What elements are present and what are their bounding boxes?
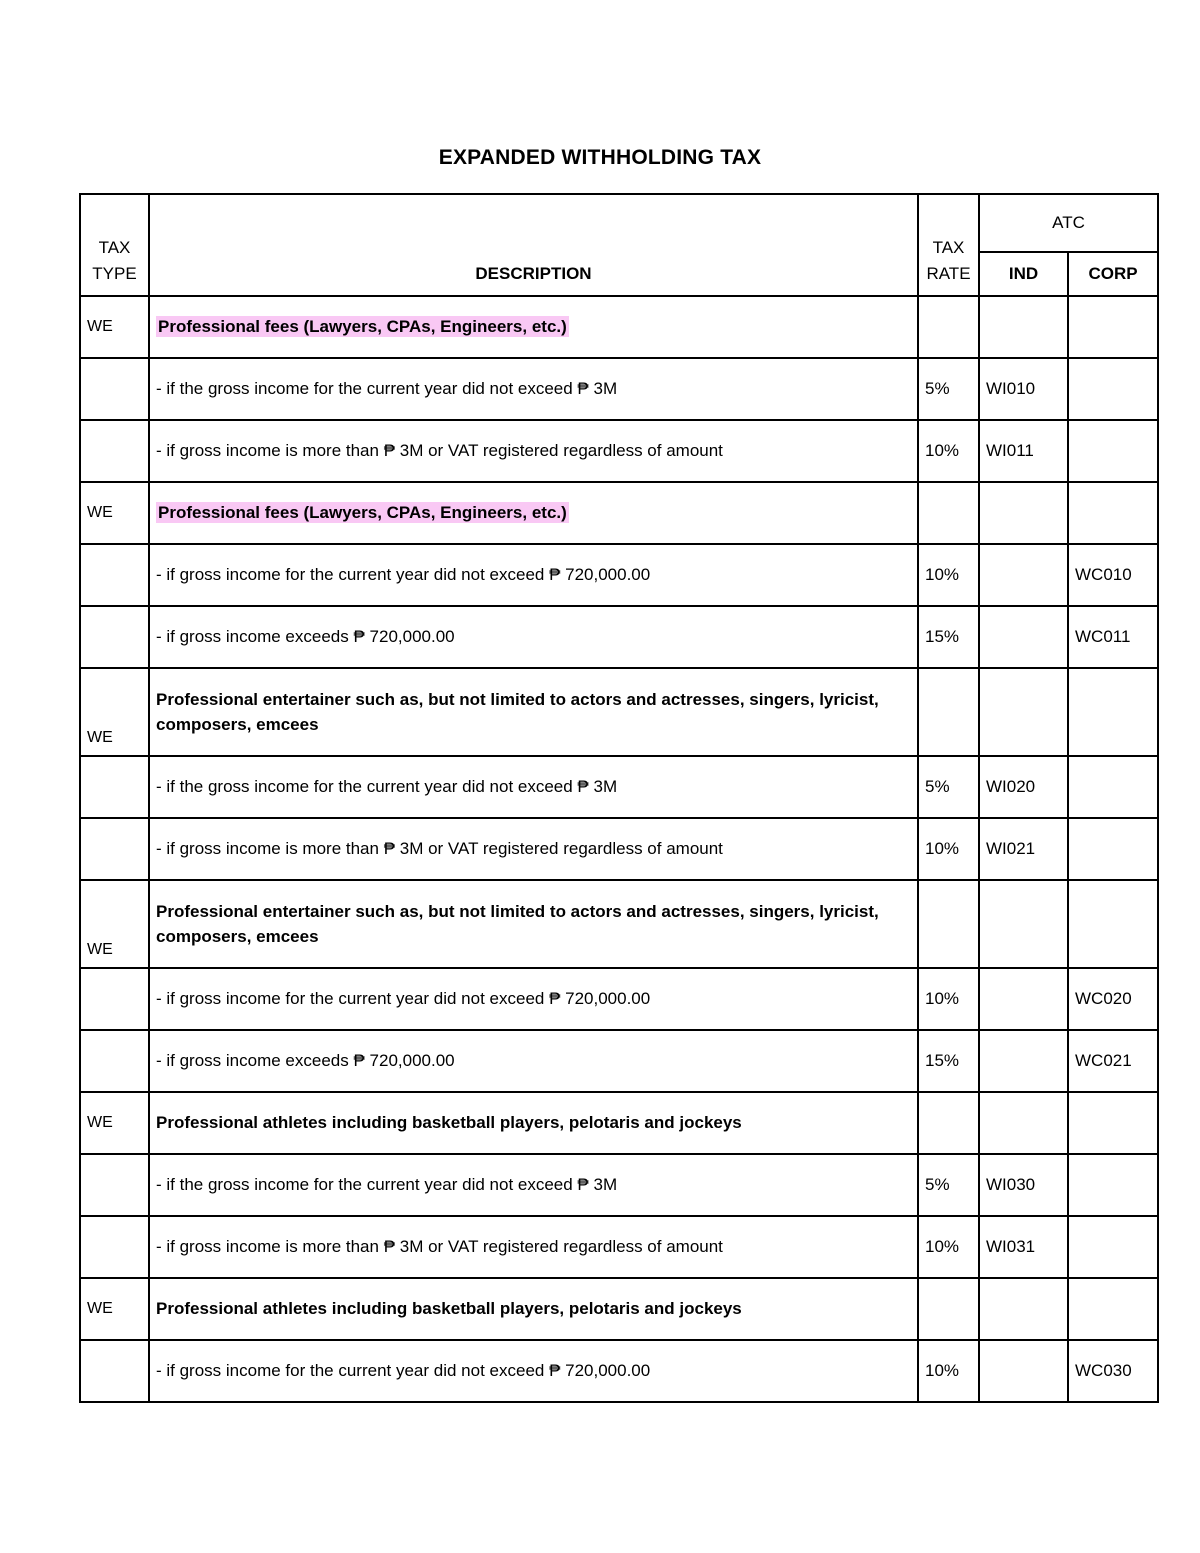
cell-atc-corp <box>1068 1092 1158 1154</box>
cell-atc-corp: WC020 <box>1068 968 1158 1030</box>
cell-tax-rate: 10% <box>918 968 979 1030</box>
cell-tax-rate: 10% <box>918 818 979 880</box>
table-row <box>80 1216 1158 1278</box>
cell-atc-ind <box>979 1340 1068 1402</box>
cell-atc-ind: WI011 <box>979 420 1068 482</box>
cell-tax-rate <box>918 668 979 756</box>
header-atc: ATC <box>979 194 1158 252</box>
cell-description <box>149 482 918 544</box>
table-row <box>80 968 1158 1030</box>
cell-description: - if gross income for the current year did not exceed ₱ 720,000.00 <box>149 1340 918 1402</box>
cell-description: Professional athletes including basketball players, pelotaris and jockeys <box>149 1092 918 1154</box>
cell-description: - if gross income is more than ₱ 3M or VAT registered regardless of amount <box>149 1216 918 1278</box>
cell-atc-corp: WC030 <box>1068 1340 1158 1402</box>
cell-atc-ind <box>979 668 1068 756</box>
table-row <box>80 358 1158 420</box>
cell-tax-type <box>80 1030 149 1092</box>
table-row <box>80 1030 1158 1092</box>
cell-tax-type: WE <box>80 1278 149 1340</box>
cell-atc-ind <box>979 1030 1068 1092</box>
header-ind: IND <box>979 252 1068 296</box>
cell-tax-type <box>80 606 149 668</box>
cell-tax-type <box>80 358 149 420</box>
cell-description: - if gross income is more than ₱ 3M or VAT registered regardless of amount <box>149 818 918 880</box>
cell-atc-ind <box>979 544 1068 606</box>
cell-tax-rate: 5% <box>918 1154 979 1216</box>
header-tax-rate: TAX RATE <box>918 194 979 296</box>
cell-atc-corp <box>1068 296 1158 358</box>
cell-atc-ind <box>979 1278 1068 1340</box>
cell-tax-type <box>80 1216 149 1278</box>
cell-atc-corp: WC011 <box>1068 606 1158 668</box>
cell-tax-rate: 10% <box>918 1216 979 1278</box>
cell-atc-corp <box>1068 482 1158 544</box>
cell-tax-type <box>80 420 149 482</box>
cell-tax-type <box>80 968 149 1030</box>
header-description: DESCRIPTION <box>149 194 918 296</box>
cell-description: - if gross income exceeds ₱ 720,000.00 <box>149 606 918 668</box>
cell-tax-rate: 10% <box>918 420 979 482</box>
cell-description: Professional entertainer such as, but not limited to actors and actresses, singers, lyricist, composers, emcees <box>149 668 918 756</box>
table-row <box>80 1154 1158 1216</box>
cell-atc-ind <box>979 880 1068 968</box>
cell-atc-ind <box>979 1092 1068 1154</box>
cell-atc-corp <box>1068 1154 1158 1216</box>
cell-tax-rate: 10% <box>918 544 979 606</box>
cell-atc-ind: WI021 <box>979 818 1068 880</box>
cell-atc-corp <box>1068 420 1158 482</box>
cell-tax-type: WE <box>80 1092 149 1154</box>
cell-tax-rate: 15% <box>918 606 979 668</box>
cell-atc-corp: WC021 <box>1068 1030 1158 1092</box>
cell-atc-corp <box>1068 880 1158 968</box>
cell-tax-rate <box>918 482 979 544</box>
cell-atc-corp <box>1068 1278 1158 1340</box>
cell-tax-type: WE <box>80 482 149 544</box>
cell-tax-type: WE <box>80 296 149 358</box>
cell-atc-ind: WI020 <box>979 756 1068 818</box>
cell-description: - if the gross income for the current year did not exceed ₱ 3M <box>149 358 918 420</box>
cell-tax-rate: 10% <box>918 1340 979 1402</box>
cell-atc-corp <box>1068 756 1158 818</box>
cell-tax-rate <box>918 1278 979 1340</box>
cell-atc-ind: WI010 <box>979 358 1068 420</box>
table-row-category <box>80 668 1158 756</box>
header-tax-type: TAX TYPE <box>80 194 149 296</box>
table-row <box>80 606 1158 668</box>
cell-tax-type <box>80 1340 149 1402</box>
cell-tax-type <box>80 818 149 880</box>
cell-atc-corp <box>1068 1216 1158 1278</box>
cell-tax-rate: 5% <box>918 358 979 420</box>
cell-description: - if the gross income for the current year did not exceed ₱ 3M <box>149 1154 918 1216</box>
withholding-tax-table <box>79 193 1159 1403</box>
cell-tax-rate: 5% <box>918 756 979 818</box>
cell-atc-ind <box>979 968 1068 1030</box>
cell-tax-type <box>80 756 149 818</box>
cell-atc-corp <box>1068 818 1158 880</box>
cell-description: Professional athletes including basketball players, pelotaris and jockeys <box>149 1278 918 1340</box>
table-row-category <box>80 482 1158 544</box>
cell-description <box>149 296 918 358</box>
highlighted-description: Professional fees (Lawyers, CPAs, Engineers, etc.) <box>158 317 567 336</box>
table-row <box>80 544 1158 606</box>
highlighted-description: Professional fees (Lawyers, CPAs, Engineers, etc.) <box>158 503 567 522</box>
cell-atc-ind: WI031 <box>979 1216 1068 1278</box>
table-body <box>80 296 1158 1402</box>
table-row <box>80 756 1158 818</box>
cell-atc-ind: WI030 <box>979 1154 1068 1216</box>
cell-description: - if the gross income for the current year did not exceed ₱ 3M <box>149 756 918 818</box>
cell-tax-type: WE <box>80 668 149 756</box>
cell-description: - if gross income is more than ₱ 3M or VAT registered regardless of amount <box>149 420 918 482</box>
cell-atc-corp <box>1068 358 1158 420</box>
cell-atc-ind <box>979 482 1068 544</box>
cell-description: - if gross income exceeds ₱ 720,000.00 <box>149 1030 918 1092</box>
table-row <box>80 1340 1158 1402</box>
cell-atc-ind <box>979 606 1068 668</box>
table-row-category <box>80 1278 1158 1340</box>
table-row-category <box>80 880 1158 968</box>
cell-tax-rate <box>918 1092 979 1154</box>
cell-atc-corp: WC010 <box>1068 544 1158 606</box>
cell-description: - if gross income for the current year did not exceed ₱ 720,000.00 <box>149 968 918 1030</box>
cell-atc-ind <box>979 296 1068 358</box>
cell-atc-corp <box>1068 668 1158 756</box>
cell-tax-type <box>80 1154 149 1216</box>
cell-tax-rate <box>918 296 979 358</box>
cell-description: Professional entertainer such as, but not limited to actors and actresses, singers, lyricist, composers, emcees <box>149 880 918 968</box>
table-row-category <box>80 296 1158 358</box>
cell-tax-rate: 15% <box>918 1030 979 1092</box>
cell-tax-rate <box>918 880 979 968</box>
cell-tax-type: WE <box>80 880 149 968</box>
table-row <box>80 420 1158 482</box>
cell-tax-type <box>80 544 149 606</box>
header-corp: CORP <box>1068 252 1158 296</box>
table-row <box>80 818 1158 880</box>
cell-description: - if gross income for the current year did not exceed ₱ 720,000.00 <box>149 544 918 606</box>
table-row-category <box>80 1092 1158 1154</box>
page-title: EXPANDED WITHHOLDING TAX <box>438 146 762 169</box>
